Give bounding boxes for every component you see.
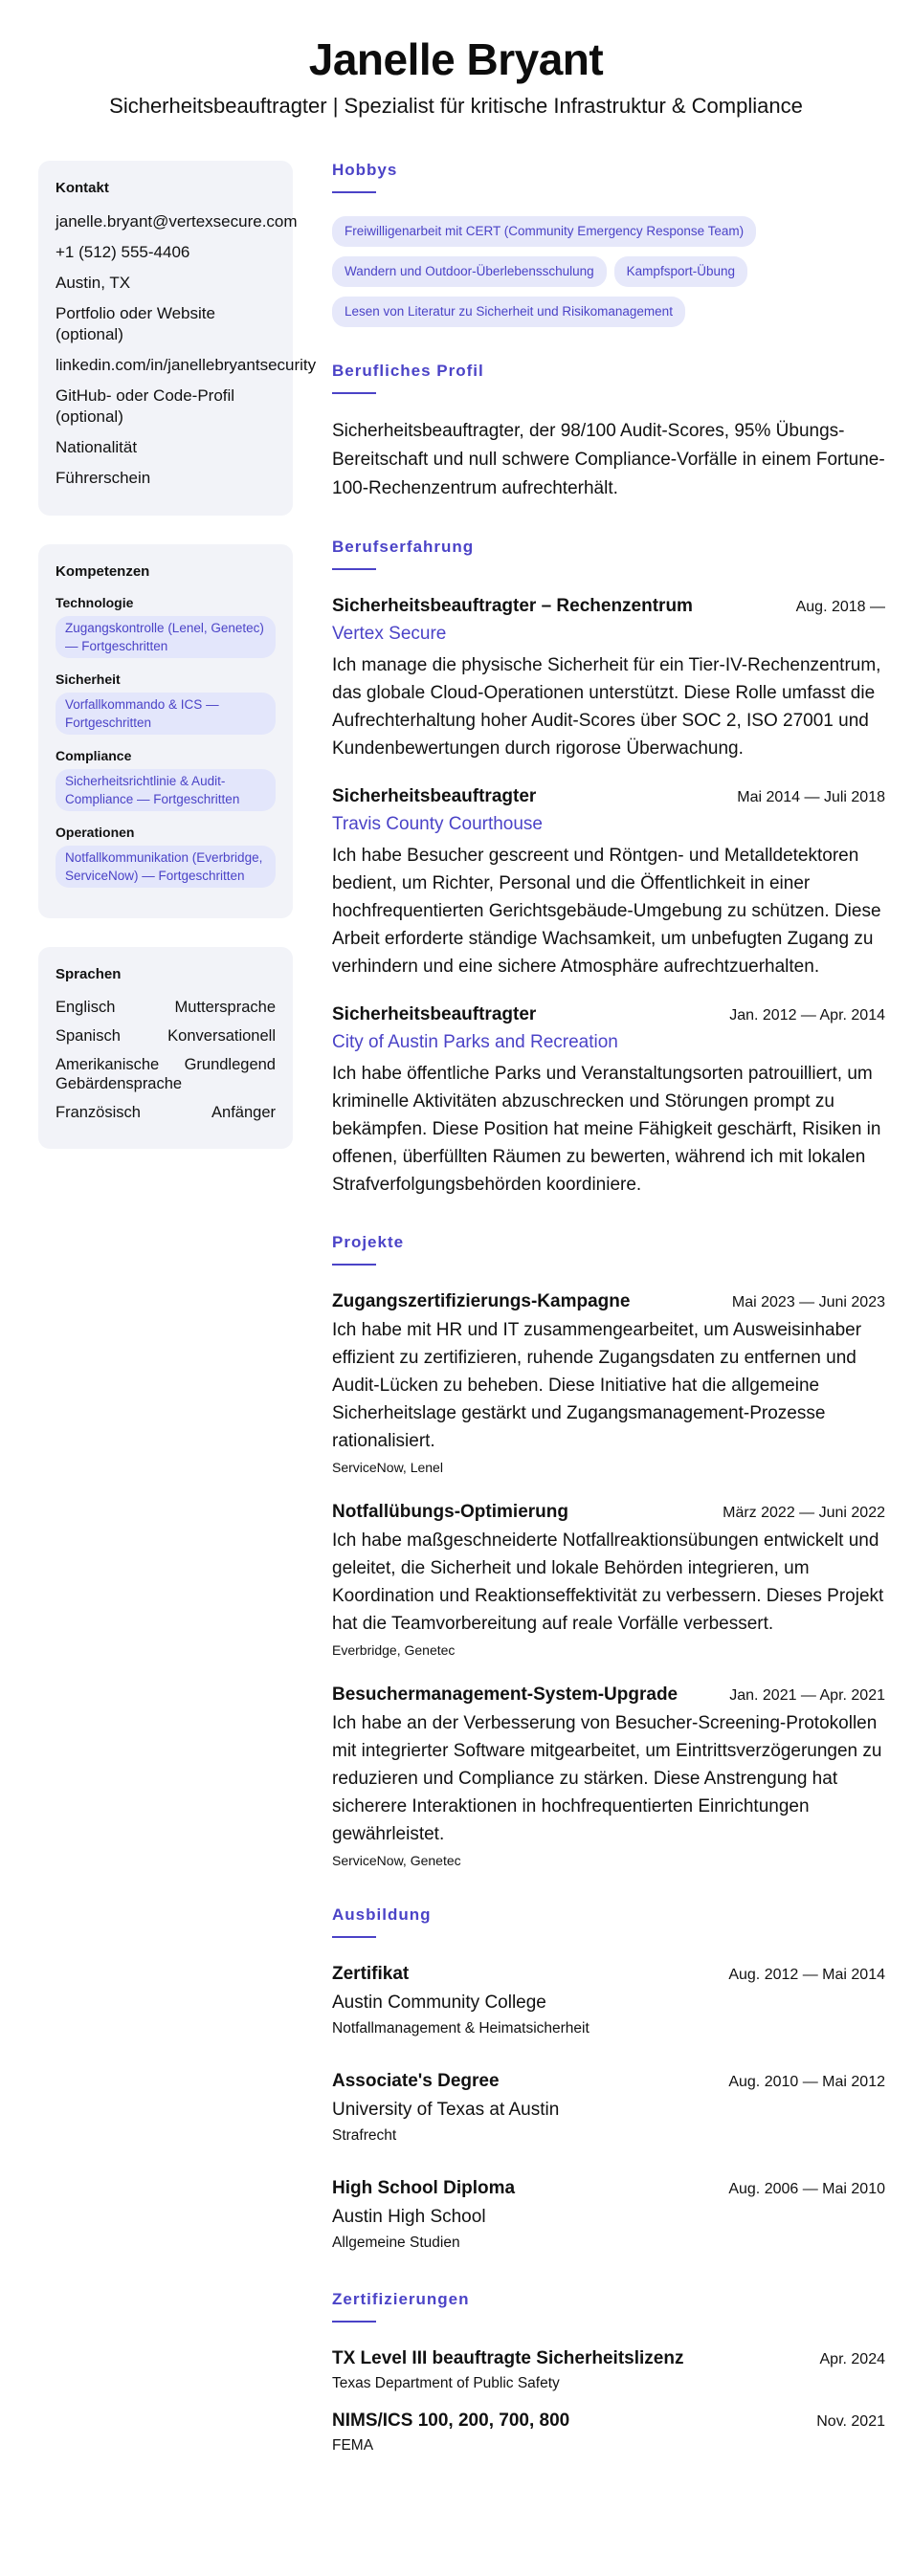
hobby-chip: Kampfsport-Übung xyxy=(614,256,747,287)
skill-group-title: Operationen xyxy=(56,825,135,840)
job-dates: Jan. 2012 — Apr. 2014 xyxy=(729,1007,885,1024)
contact-github[interactable]: GitHub- oder Code-Profil (optional) xyxy=(56,386,235,426)
language-level: Anfänger xyxy=(211,1104,276,1121)
job-description: Ich manage die physische Sicherheit für ein Tier-IV-Rechenzentrum, das globale Cloud-Operationen unterstützt. Diese Rolle umfasst die Aufrechterhaltung hoher Audit-Scores über SOC 2, ISO 27001 und Kundenbewertungen durch rigorose Überwachung. xyxy=(332,655,881,759)
certification-date: Apr. 2024 xyxy=(819,2351,885,2367)
skill-group xyxy=(56,672,276,735)
skill-chip: Zugangskontrolle (Lenel, Genetec) — Fortgeschritten xyxy=(56,616,276,658)
job-title: Sicherheitsbeauftragter xyxy=(332,1004,537,1024)
job-title: Sicherheitsbeauftragter xyxy=(332,786,537,806)
skill-chip: Notfallkommunikation (Everbridge, ServiceNow) — Fortgeschritten xyxy=(56,846,276,888)
languages-card xyxy=(38,947,293,1149)
language-name: Französisch xyxy=(56,1104,141,1121)
project-tools: ServiceNow, Lenel xyxy=(332,1460,443,1475)
school-name: University of Texas at Austin xyxy=(332,2100,560,2120)
contact-nationality: Nationalität xyxy=(56,438,138,456)
languages-title: Sprachen xyxy=(56,966,122,982)
skill-group-title: Technologie xyxy=(56,595,134,610)
experience-entry xyxy=(332,593,885,762)
school-name: Austin Community College xyxy=(332,1993,546,2013)
candidate-headline: Sicherheitsbeauftragter | Spezialist für kritische Infrastruktur & Compliance xyxy=(109,94,803,118)
job-description: Ich habe öffentliche Parks und Veranstaltungsorten patrouilliert, um kriminelle Aktivitäten abzuschrecken und Störungen prompt zu bekämpfen. Diese Position hat meine Fähigkeit geschärft, Risiken in offenen, überfüllten Räumen zu bewerten, während ich mit lokalen Strafverfolgungsbehörden koordiniere. xyxy=(332,1064,881,1195)
certification-entry xyxy=(332,2345,885,2394)
project-tools: ServiceNow, Genetec xyxy=(332,1853,461,1868)
certification-entry xyxy=(332,2408,885,2456)
project-description: Ich habe maßgeschneiderte Notfallreaktionsübungen entwickelt und geleitet, die Sicherheit und lokale Behörden integrieren, um Koordination und Reaktionseffektivität zu verbessern. Dieses Projekt hat die Teamvorbereitung auf reale Vorfälle verbessert. xyxy=(332,1530,884,1634)
education-entry xyxy=(332,2068,885,2148)
skill-group xyxy=(56,825,276,888)
skill-group-title: Compliance xyxy=(56,748,132,763)
section-title: Ausbildung xyxy=(332,1905,432,1924)
skills-card xyxy=(38,544,293,918)
skill-group-title: Sicherheit xyxy=(56,672,121,687)
employer-name: Vertex Secure xyxy=(332,624,447,644)
job-description: Ich habe Besucher gescreent und Röntgen- und Metalldetektoren bedient, um Richter, Personal und die Öffentlichkeit in einer hochfrequentierten Gerichtsgebäude-Umgebung zu schützen. Diese Arbeit erforderte ständige Wachsamkeit, um unbefugten Zugang zu verhindern und eine sichere Atmosphäre aufrechtzuerhalten. xyxy=(332,846,881,977)
hobby-chip: Lesen von Literatur zu Sicherheit und Risikomanagement xyxy=(332,297,685,327)
contact-license: Führerschein xyxy=(56,469,151,487)
resume-header xyxy=(0,0,912,121)
job-dates: Aug. 2018 — xyxy=(795,599,885,615)
language-level: Muttersprache xyxy=(174,999,276,1016)
section-title: Hobbys xyxy=(332,161,398,179)
degree-name: Zertifikat xyxy=(332,1964,410,1984)
job-dates: Mai 2014 — Juli 2018 xyxy=(737,789,885,805)
education-dates: Aug. 2010 — Mai 2012 xyxy=(728,2074,885,2090)
project-dates: März 2022 — Juni 2022 xyxy=(723,1505,885,1521)
skill-chip: Vorfallkommando & ICS — Fortgeschritten xyxy=(56,693,276,735)
certification-issuer: FEMA xyxy=(332,2437,374,2454)
education-section xyxy=(332,1905,885,2256)
project-dates: Mai 2023 — Juni 2023 xyxy=(731,1294,885,1310)
certification-date: Nov. 2021 xyxy=(816,2413,885,2430)
section-title: Zertifizierungen xyxy=(332,2290,470,2308)
certification-issuer: Texas Department of Public Safety xyxy=(332,2375,560,2391)
contact-portfolio[interactable]: Portfolio oder Website (optional) xyxy=(56,304,215,343)
project-title: Zugangszertifizierungs-Kampagne xyxy=(332,1291,631,1311)
skill-group xyxy=(56,595,276,658)
field-of-study: Allgemeine Studien xyxy=(332,2235,460,2251)
main-column xyxy=(332,161,885,2491)
language-level: Konversationell xyxy=(167,1027,276,1045)
section-divider xyxy=(332,392,376,394)
skill-group xyxy=(56,748,276,811)
experience-section xyxy=(332,538,885,1199)
certification-name: TX Level III beauftragte Sicherheitslizenz xyxy=(332,2348,684,2368)
field-of-study: Strafrecht xyxy=(332,2127,397,2144)
education-entry xyxy=(332,1961,885,2041)
language-row xyxy=(56,998,276,1017)
contact-location: Austin, TX xyxy=(56,274,131,292)
hobbies-section xyxy=(332,161,885,327)
project-entry xyxy=(332,1288,885,1478)
section-divider xyxy=(332,1936,376,1938)
project-tools: Everbridge, Genetec xyxy=(332,1642,456,1658)
contact-phone[interactable]: +1 (512) 555-4406 xyxy=(56,243,190,261)
employer-name: City of Austin Parks and Recreation xyxy=(332,1032,618,1052)
project-title: Besuchermanagement-System-Upgrade xyxy=(332,1684,678,1705)
language-name: Amerikanische Gebärdensprache xyxy=(56,1056,183,1092)
section-title: Berufliches Profil xyxy=(332,362,484,380)
school-name: Austin High School xyxy=(332,2207,486,2227)
contact-email[interactable]: janelle.bryant@vertexsecure.com xyxy=(56,212,298,231)
section-divider xyxy=(332,2321,376,2323)
section-title: Berufserfahrung xyxy=(332,538,475,556)
experience-entry xyxy=(332,783,885,980)
hobby-chip: Freiwilligenarbeit mit CERT (Community Emergency Response Team) xyxy=(332,216,756,247)
section-title: Projekte xyxy=(332,1233,405,1251)
education-dates: Aug. 2006 — Mai 2010 xyxy=(728,2181,885,2197)
hobby-list xyxy=(332,216,885,327)
employer-name: Travis County Courthouse xyxy=(332,814,544,834)
skill-chip: Sicherheitsrichtlinie & Audit-Compliance — Fortgeschritten xyxy=(56,769,276,811)
certifications-section xyxy=(332,2290,885,2456)
candidate-name: Janelle Bryant xyxy=(308,34,604,84)
skills-title: Kompetenzen xyxy=(56,563,150,580)
project-dates: Jan. 2021 — Apr. 2021 xyxy=(729,1687,885,1704)
language-name: Spanisch xyxy=(56,1027,121,1045)
sidebar xyxy=(38,161,317,1178)
section-divider xyxy=(332,191,376,193)
education-dates: Aug. 2012 — Mai 2014 xyxy=(728,1967,885,1983)
section-divider xyxy=(332,1264,376,1266)
language-level: Grundlegend xyxy=(184,1056,276,1073)
degree-name: High School Diploma xyxy=(332,2178,516,2198)
project-description: Ich habe an der Verbesserung von Besucher-Screening-Protokollen mit integrierter Software mitgearbeitet, um Eintrittsverzögerungen zu reduzieren und Compliance zu stärken. Diese Anstrengung hat sicherere Interaktionen in hochfrequentierten Einrichtungen gewährleistet. xyxy=(332,1713,882,1844)
degree-name: Associate's Degree xyxy=(332,2071,500,2091)
language-row xyxy=(56,1103,276,1122)
experience-entry xyxy=(332,1002,885,1199)
profile-summary: Sicherheitsbeauftragter, der 98/100 Audit-Scores, 95% Übungs-Bereitschaft und null schwere Compliance-Vorfälle in einem Fortune-100-Rechenzentrum aufrechterhält. xyxy=(332,421,885,498)
hobby-chip: Wandern und Outdoor-Überlebensschulung xyxy=(332,256,607,287)
contact-linkedin[interactable]: linkedin.com/in/janellebryantsecurity xyxy=(56,356,317,374)
project-title: Notfallübungs-Optimierung xyxy=(332,1502,568,1522)
section-divider xyxy=(332,568,376,570)
project-description: Ich habe mit HR und IT zusammengearbeitet, um Ausweisinhaber effizient zu zertifizieren, ruhende Zugangsdaten zu entfernen und Audit-Lücken zu beheben. Diese Initiative hat die allgemeine Sicherheitslage gestärkt und Zugangsmanagement-Prozesse rationalisiert. xyxy=(332,1320,862,1451)
language-row xyxy=(56,1026,276,1046)
project-entry xyxy=(332,1499,885,1661)
profile-section xyxy=(332,362,885,503)
projects-section xyxy=(332,1233,885,1871)
language-row xyxy=(56,1055,276,1093)
field-of-study: Notfallmanagement & Heimatsicherheit xyxy=(332,2020,589,2037)
job-title: Sicherheitsbeauftragter – Rechenzentrum xyxy=(332,596,693,616)
education-entry xyxy=(332,2175,885,2256)
project-entry xyxy=(332,1682,885,1871)
language-name: Englisch xyxy=(56,999,116,1016)
contact-title: Kontakt xyxy=(56,180,109,196)
certification-name: NIMS/ICS 100, 200, 700, 800 xyxy=(332,2411,570,2431)
contact-card xyxy=(38,161,317,516)
